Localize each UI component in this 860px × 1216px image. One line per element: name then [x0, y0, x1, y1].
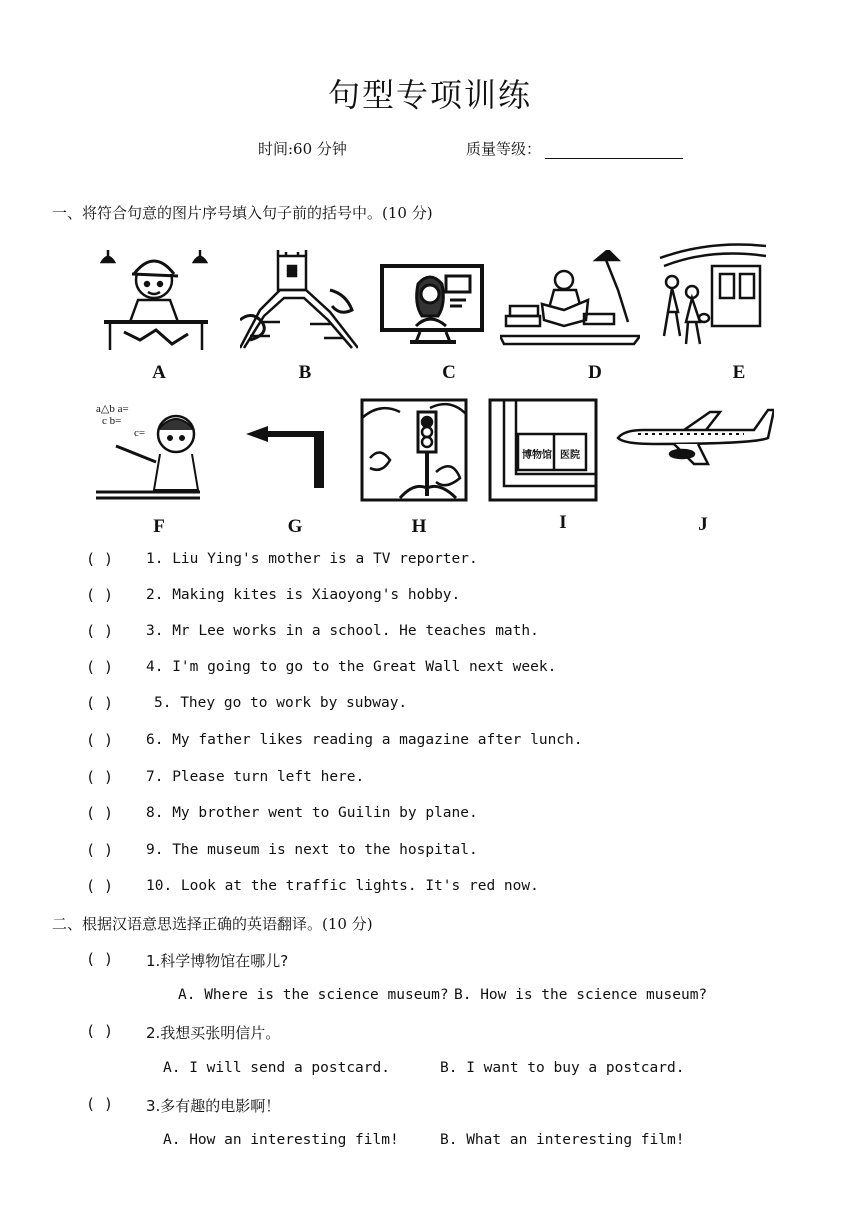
- answer-blank-5[interactable]: ( ): [86, 694, 114, 712]
- s2-question-3: 3.多有趣的电影啊！: [146, 1097, 281, 1115]
- question-9: 9. The museum is next to the hospital.: [146, 842, 478, 858]
- s2-q2-option-b[interactable]: B. I want to buy a postcard.: [440, 1060, 685, 1076]
- s2-question-2: 2.我想买张明信片。: [146, 1024, 281, 1042]
- picture-j: [614, 404, 774, 468]
- page-title: 句型专项训练: [327, 76, 532, 114]
- grade-blank[interactable]: [545, 144, 683, 159]
- section-1-heading: 一、将符合句意的图片序号填入句子前的括号中。(10 分): [52, 204, 433, 222]
- hospital-label: 医院: [560, 450, 580, 461]
- picture-d-letter: D: [588, 362, 602, 383]
- child-with-kite-icon: [100, 240, 212, 352]
- s2-q2-option-a[interactable]: A. I will send a postcard.: [163, 1060, 390, 1076]
- question-2: 2. Making kites is Xiaoyong's hobby.: [146, 587, 461, 603]
- picture-a: [100, 240, 212, 352]
- question-4: 4. I'm going to go to the Great Wall next week.: [146, 659, 557, 675]
- answer-blank-2[interactable]: ( ): [86, 586, 114, 604]
- teacher-math-icon: [96, 400, 200, 502]
- question-1: 1. Liu Ying's mother is a TV reporter.: [146, 551, 478, 567]
- picture-b-letter: B: [298, 362, 312, 383]
- s2-q1-option-b[interactable]: B. How is the science museum?: [454, 987, 708, 1003]
- subway-icon: [650, 236, 770, 348]
- picture-g-letter: G: [287, 516, 303, 537]
- turn-left-arrow-icon: [244, 420, 326, 490]
- answer-blank-3[interactable]: ( ): [86, 622, 114, 640]
- traffic-light-icon: [360, 398, 468, 502]
- s2-q3-option-b[interactable]: B. What an interesting film!: [440, 1132, 685, 1148]
- picture-i: [488, 398, 598, 502]
- picture-h: [360, 398, 468, 502]
- question-6: 6. My father likes reading a magazine after lunch.: [146, 732, 583, 748]
- s2-question-1: 1.科学博物馆在哪儿?: [146, 952, 289, 970]
- svg-text:c=: c=: [134, 427, 146, 439]
- svg-text:c b=: c b=: [102, 415, 122, 427]
- picture-h-letter: H: [411, 516, 427, 537]
- svg-text:a△b a=: a△b a=: [96, 403, 129, 415]
- answer-blank-8[interactable]: ( ): [86, 804, 114, 822]
- picture-d: [500, 250, 640, 346]
- grade-field: [466, 138, 683, 159]
- answer-blank-6[interactable]: ( ): [86, 731, 114, 749]
- museum-label: 博物馆: [522, 450, 552, 461]
- time-label: 时间:60 分钟: [258, 140, 347, 158]
- man-reading-icon: [500, 250, 640, 346]
- question-7: 7. Please turn left here.: [146, 769, 365, 785]
- s2-q1-option-a[interactable]: A. Where is the science museum?: [178, 987, 449, 1003]
- answer-blank-4[interactable]: ( ): [86, 658, 114, 676]
- great-wall-icon: [240, 250, 358, 350]
- question-5: 5. They go to work by subway.: [154, 695, 408, 711]
- question-8: 8. My brother went to Guilin by plane.: [146, 805, 478, 821]
- picture-c-letter: C: [442, 362, 456, 383]
- picture-j-letter: J: [698, 514, 708, 535]
- picture-e-letter: E: [732, 362, 746, 383]
- picture-e: [650, 236, 770, 348]
- picture-c: [380, 264, 486, 346]
- picture-f: [96, 400, 200, 502]
- question-10: 10. Look at the traffic lights. It's red now.: [146, 878, 539, 894]
- grade-label: 质量等级：: [466, 140, 542, 158]
- picture-i-letter: I: [559, 512, 567, 533]
- picture-f-letter: F: [153, 516, 165, 537]
- question-3: 3. Mr Lee works in a school. He teaches math.: [146, 623, 539, 639]
- answer-blank-9[interactable]: ( ): [86, 841, 114, 859]
- answer-blank-7[interactable]: ( ): [86, 768, 114, 786]
- picture-g: [244, 420, 326, 490]
- tv-reporter-icon: [380, 264, 486, 346]
- picture-a-letter: A: [152, 362, 166, 383]
- answer-blank-1[interactable]: ( ): [86, 550, 114, 568]
- s2-answer-blank-3[interactable]: ( ): [86, 1095, 114, 1113]
- s2-answer-blank-2[interactable]: ( ): [86, 1022, 114, 1040]
- s2-q3-option-a[interactable]: A. How an interesting film!: [163, 1132, 399, 1148]
- s2-answer-blank-1[interactable]: ( ): [86, 950, 114, 968]
- picture-b: [240, 250, 358, 350]
- airplane-icon: [614, 404, 774, 468]
- section-2-heading: 二、根据汉语意思选择正确的英语翻译。(10 分): [52, 915, 373, 933]
- answer-blank-10[interactable]: ( ): [86, 877, 114, 895]
